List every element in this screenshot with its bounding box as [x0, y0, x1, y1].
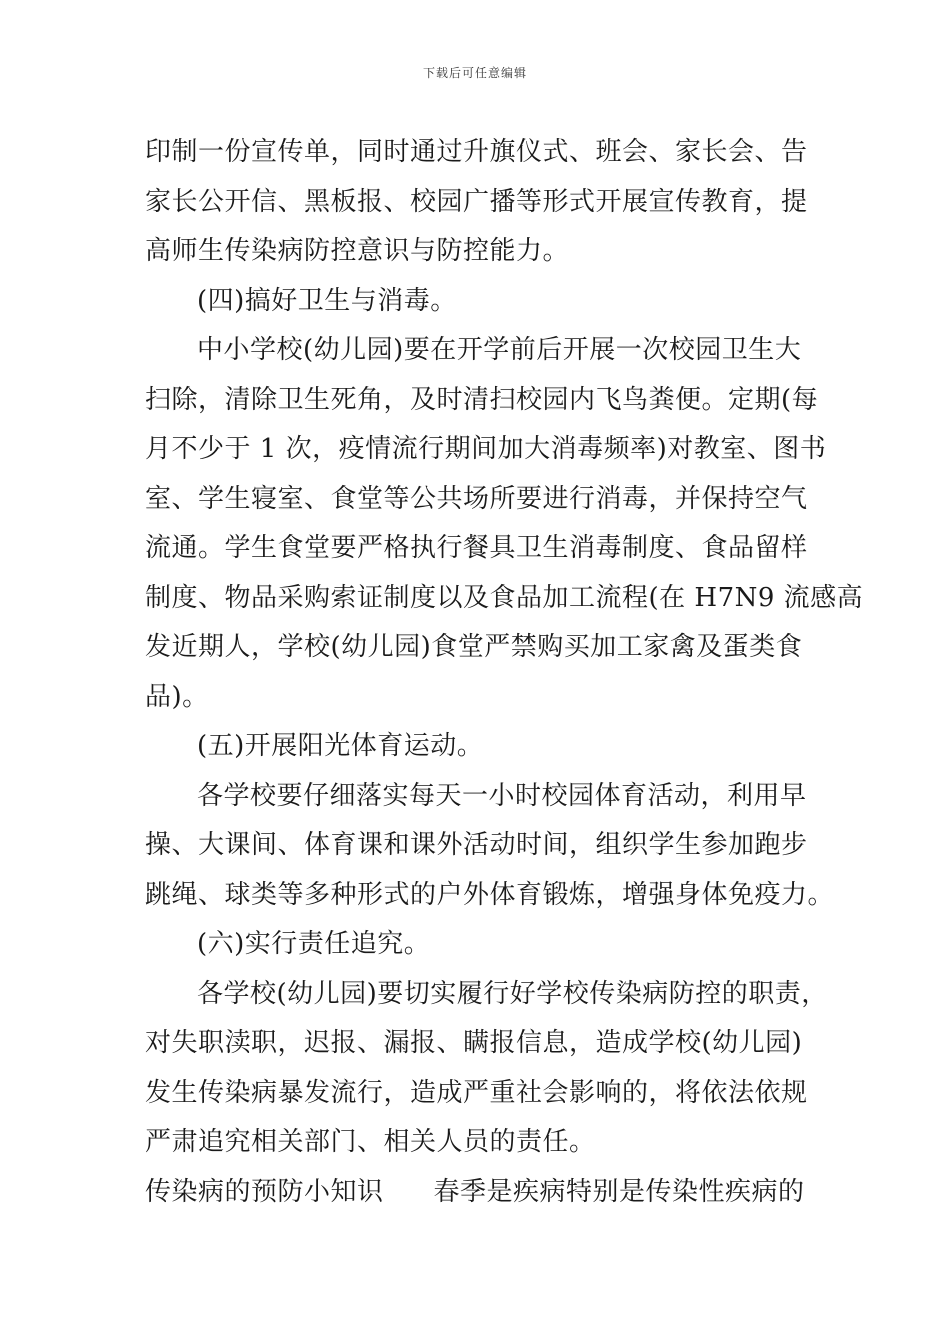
- text-line: 室、学生寝室、食堂等公共场所要进行消毒，并保持空气: [145, 483, 808, 514]
- text-line: 各学校要仔细落实每天一小时校园体育活动，利用早: [197, 780, 807, 811]
- text-line: 跳绳、球类等多种形式的户外体育锻炼，增强身体免疫力。: [145, 879, 835, 910]
- text-line: 发生传染病暴发流行，造成严重社会影响的，将依法依规: [145, 1077, 808, 1108]
- page-header: 下载后可任意编辑: [422, 66, 527, 80]
- text-line: 中小学校(幼儿园)要在开学前后开展一次校园卫生大: [197, 335, 802, 365]
- section-heading: (六)实行责任追究。: [197, 929, 431, 959]
- text-line: 品)。: [145, 681, 209, 712]
- text-line: 操、大课间、体育课和课外活动时间，组织学生参加跑步: [145, 830, 808, 860]
- knowledge-title: 传染病的预防小知识: [145, 1176, 384, 1207]
- section-heading: (四)搞好卫生与消毒。: [197, 285, 457, 316]
- text-line: 流通。学生食堂要严格执行餐具卫生消毒制度、食品留样: [145, 533, 808, 563]
- text-line: 月不少于 1 次，疫情流行期间加大消毒频率)对教室、图书: [145, 434, 827, 464]
- text-line: 高师生传染病防控意识与防控能力。: [145, 236, 570, 266]
- knowledge-intro: 春季是疾病特别是传染性疾病的: [433, 1176, 805, 1207]
- text-line: 发近期人，学校(幼儿园)食堂严禁购买加工家禽及蛋类食: [145, 632, 803, 662]
- text-line: 家长公开信、黑板报、校园广播等形式开展宣传教育，提: [145, 186, 808, 217]
- document-body: [145, 128, 864, 1217]
- text-line: 扫除，清除卫生死角，及时清扫校园内飞鸟粪便。定期(每: [145, 384, 819, 415]
- section-heading: (五)开展阳光体育运动。: [197, 731, 484, 761]
- text-line: 印制一份宣传单，同时通过升旗仪式、班会、家长会、告: [145, 137, 808, 167]
- text-line: 各学校(幼儿园)要切实履行好学校传染病防控的职责，: [197, 978, 828, 1009]
- text-line: 制度、物品采购索证制度以及食品加工流程(在 H7N9 流感高: [145, 582, 864, 613]
- text-line: 对失职渎职，迟报、漏报、瞒报信息，造成学校(幼儿园): [145, 1028, 803, 1058]
- text-line: 严肃追究相关部门、相关人员的责任。: [145, 1127, 596, 1157]
- last-text-line: [145, 1168, 815, 1218]
